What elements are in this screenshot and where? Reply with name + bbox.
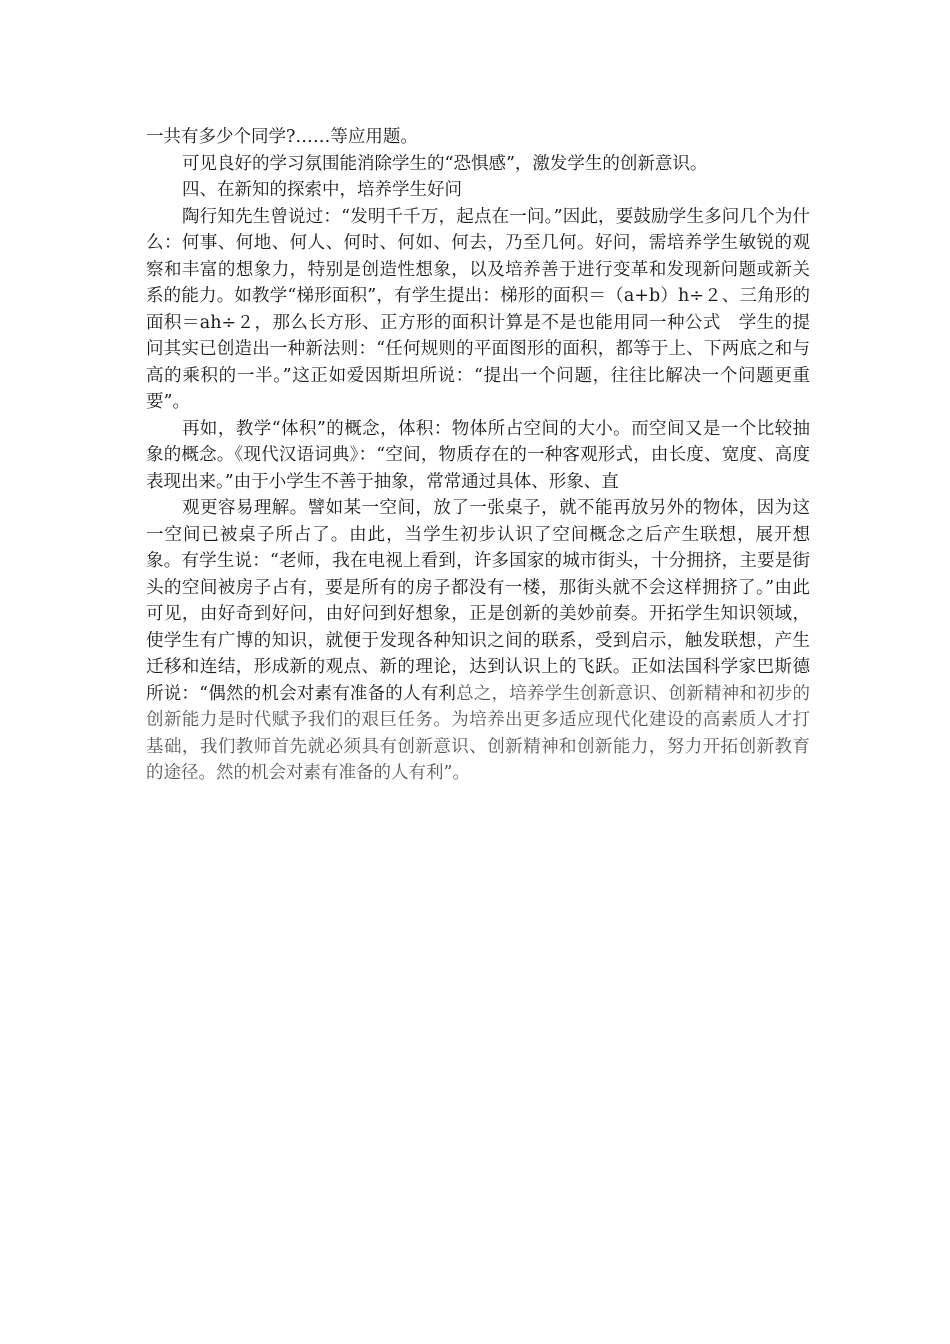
paragraph-5-text: 观更容易理解。譬如某一空间，放了一张桌子，就不能再放另外的物体，因为这一空间已被桌子所占了。由此，当学生初步认识了空间概念之后产生联想，展开想象。有学生说：“老师，我在电视上看到，许多国家的城市街头，十分拥挤，主要是街头的空间被房子占有，要是所有的房子都没有一楼，那街头就不会这样拥挤了。”由此可见，由好奇到好问，由好问到好想象，正是创新的美妙前奏。开拓学生知识领域，使学生有广博的知识，就便于发现各种知识之间的联系，受到启示，触发联想，产生迁移和连结，形成新的观点、新的理论，达到认识上的飞跃。正如法国科学家巴斯德所说：“偶然的机会对素有准备的人有利 <box>146 498 810 704</box>
section-heading: 四、在新知的探索中，培养学生好问 <box>182 180 462 200</box>
paragraph-4: 再如，教学“体积”的概念，体积：物体所占空间的大小。而空间又是一个比较抽象的概念。《现代汉语词典》：“空间，物质存在的一种客观形式，由长度、宽度、高度表现出来。”由于小学生不善于抽象，常常通过具体、形象、直 <box>146 418 810 492</box>
paragraph-5 <box>146 495 810 787</box>
document-body <box>146 124 810 787</box>
paragraph-6-text: 总之，培养学生创新意识、创新精神和初步的创新能力是时代赋予我们的艰巨任务。为培养出更多适应现代化建设的高素质人才打基础，我们教师首先就必须具有创新意识、创新精神和创新能力，努力开拓创新教育的途径。然的机会对素有准备的人有利”。 <box>146 683 810 783</box>
paragraph-2: 可见良好的学习氛围能消除学生的“恐惧感”，激发学生的创新意识。 <box>182 153 708 174</box>
paragraph-3: 陶行知先生曾说过：“发明千千万，起点在一问。”因此，要鼓励学生多问几个为什么：何事、何地、何人、何时、何如、何去，乃至几何。好问，需培养学生敏锐的观察和丰富的想象力，特别是创造性想象，以及培养善于进行变革和发现新问题或新关系的能力。如教学“梯形面积”，有学生提出：梯形的面积＝（a+b）h÷２、三角形的面积＝ah÷２，那么长方形、正方形的面积计算是不是也能用同一种公式 学生的提问其实已创造出一种新法则：“任何规则的平面图形的面积，都等于上、下两底之和与高的乘积的一半。”这正如爱因斯坦所说：“提出一个问题，往往比解决一个问题更重要”。 <box>146 206 810 412</box>
paragraph-1: 一共有多少个同学?……等应用题。 <box>146 127 418 147</box>
